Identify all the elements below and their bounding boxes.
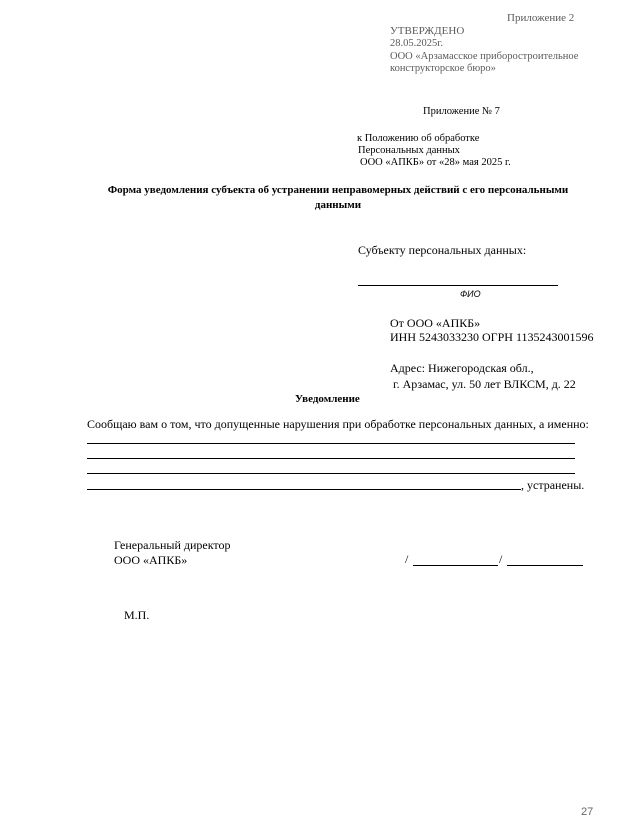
notice-body: Сообщаю вам о том, что допущенные нарушения при обработке персональных данных, а именно:	[87, 417, 589, 431]
notice-heading: Уведомление	[295, 393, 360, 405]
approved-label: УТВЕРЖДЕНО	[390, 25, 465, 37]
appendix-title: Приложение № 7	[423, 106, 500, 117]
fio-caption: ФИО	[460, 289, 481, 299]
sender-address-line1: Адрес: Нижегородская обл.,	[390, 361, 534, 375]
appendix-line2: Персональных данных	[358, 145, 460, 156]
appendix-2-label: Приложение 2	[507, 12, 575, 24]
form-title-line2: данными	[314, 199, 362, 211]
notice-ending: , устранены.	[521, 478, 585, 492]
sender-from: От ООО «АПКБ»	[390, 316, 481, 330]
sender-address-line2: г. Арзамас, ул. 50 лет ВЛКСМ, д. 22	[393, 377, 576, 391]
stamp-label: М.П.	[124, 608, 150, 622]
signer-org: ООО «АПКБ»	[114, 553, 188, 567]
fill-line-3	[87, 473, 575, 474]
approved-date: 28.05.2025г.	[390, 38, 443, 49]
signature-separator-2: /	[499, 552, 503, 566]
sender-ids: ИНН 5243033230 ОГРН 1135243001596	[390, 330, 594, 344]
page-number: 27	[581, 806, 594, 818]
form-title-line1: Форма уведомления субъекта об устранении неправомерных действий с его персональными	[107, 184, 569, 196]
appendix-line3: ООО «АПКБ» от «28» мая 2025 г.	[360, 157, 511, 168]
fill-line-4	[87, 489, 521, 490]
signature-line	[413, 565, 498, 566]
approved-org-line2: конструкторское бюро»	[390, 63, 496, 74]
signer-position: Генеральный директор	[114, 538, 231, 552]
fill-line-1	[87, 443, 575, 444]
appendix-line1: к Положению об обработке	[357, 133, 480, 144]
fill-line-2	[87, 458, 575, 459]
approved-org-line1: ООО «Арзамасское приборостроительное	[390, 51, 579, 62]
recipient-label: Субъекту персональных данных:	[358, 243, 527, 257]
signature-separator-1: /	[405, 552, 409, 566]
recipient-fio-line	[358, 285, 558, 286]
signature-name-line	[507, 565, 583, 566]
